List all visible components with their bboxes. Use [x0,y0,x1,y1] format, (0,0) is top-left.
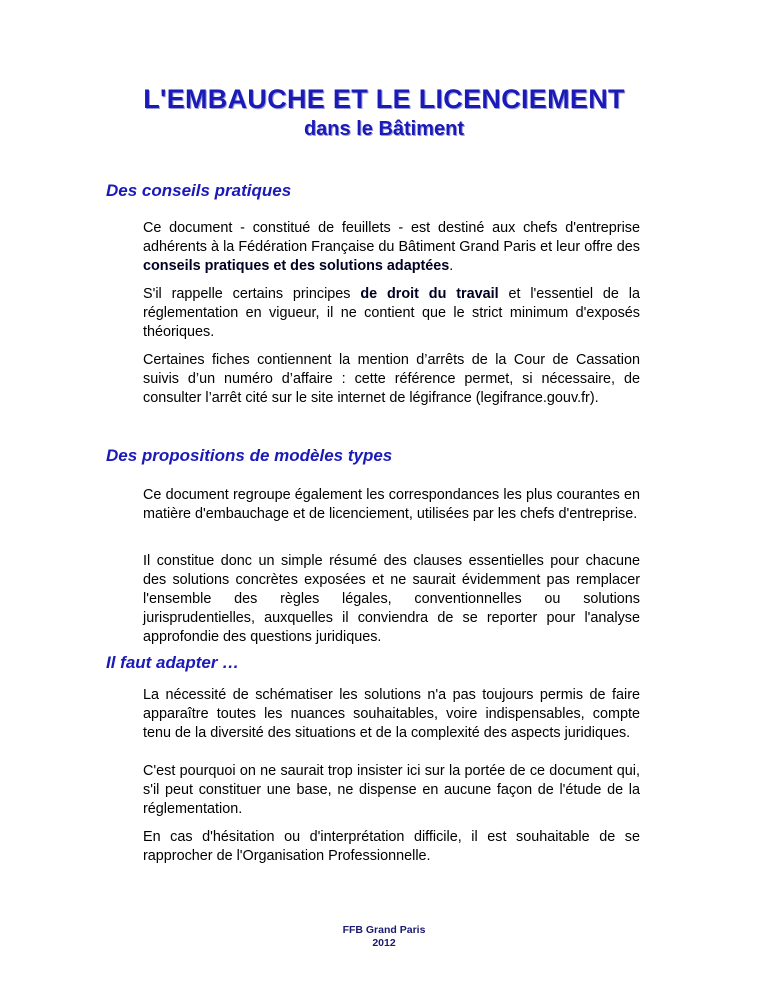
paragraph: Ce document regroupe également les correspondances les plus courantes en matière d'embauchage et de licenciement, utilisées par les chefs d'entreprise. [143,487,640,522]
document-title: L'EMBAUCHE ET LE LICENCIEMENT [143,84,625,114]
footer-org: FFB Grand Paris [342,924,426,936]
section-heading-modeles: Des propositions de modèles types [106,446,393,465]
section-heading-adapter: Il faut adapter … [106,653,240,672]
paragraph-text: . [449,258,454,274]
paragraph [143,219,640,276]
paragraph-text: S'il rappelle certains principes [143,286,361,302]
paragraph: La nécessité de schématiser les solutions n'a pas toujours permis de faire apparaître toutes les nuances souhaitables, voire indispensables, compte tenu de la diversité des situations et de la complexité des aspects juridiques. [143,687,640,741]
paragraph: En cas d'hésitation ou d'interprétation difficile, il est souhaitable de se rapprocher de l'Organisation Professionnelle. [143,829,640,864]
footer-year: 2012 [372,937,396,949]
paragraph-text: Ce document - constitué de feuillets - est destiné aux chefs d'entreprise adhérents à la Fédération Française du Bâtiment Grand Paris et leur offre des [143,220,640,255]
section-heading-conseils: Des conseils pratiques [106,181,292,200]
paragraph: Certaines fiches contiennent la mention d’arrêts de la Cour de Cassation suivis d’un numéro d’affaire : cette référence permet, si nécessaire, de consulter l’arrêt cité sur le site internet de légifrance (legifrance.gouv.fr). [143,352,640,406]
paragraph-emphasis: de droit du travail [360,286,499,302]
paragraph: C'est pourquoi on ne saurait trop insister ici sur la portée de ce document qui, s'il peut constituer une base, ne dispense en aucune façon de l'étude de la réglementation. [143,763,640,817]
paragraph-text: et l'essentiel de la réglementation en vigueur, il ne contient que le strict minimum d'exposés théoriques. [143,286,640,340]
document-subtitle: dans le Bâtiment [303,118,465,140]
paragraph-emphasis: conseils pratiques et des solutions adaptées [143,258,450,274]
paragraph [143,285,640,342]
paragraph: Il constitue donc un simple résumé des clauses essentielles pour chacune des solutions concrètes exposées et ne saurait évidemment pas remplacer l'ensemble des règles légales, conventionnelles ou solutions jurisprudentielles, auxquelles il conviendra de se reporter pour l'analyse approfondie des questions juridiques. [143,553,640,645]
